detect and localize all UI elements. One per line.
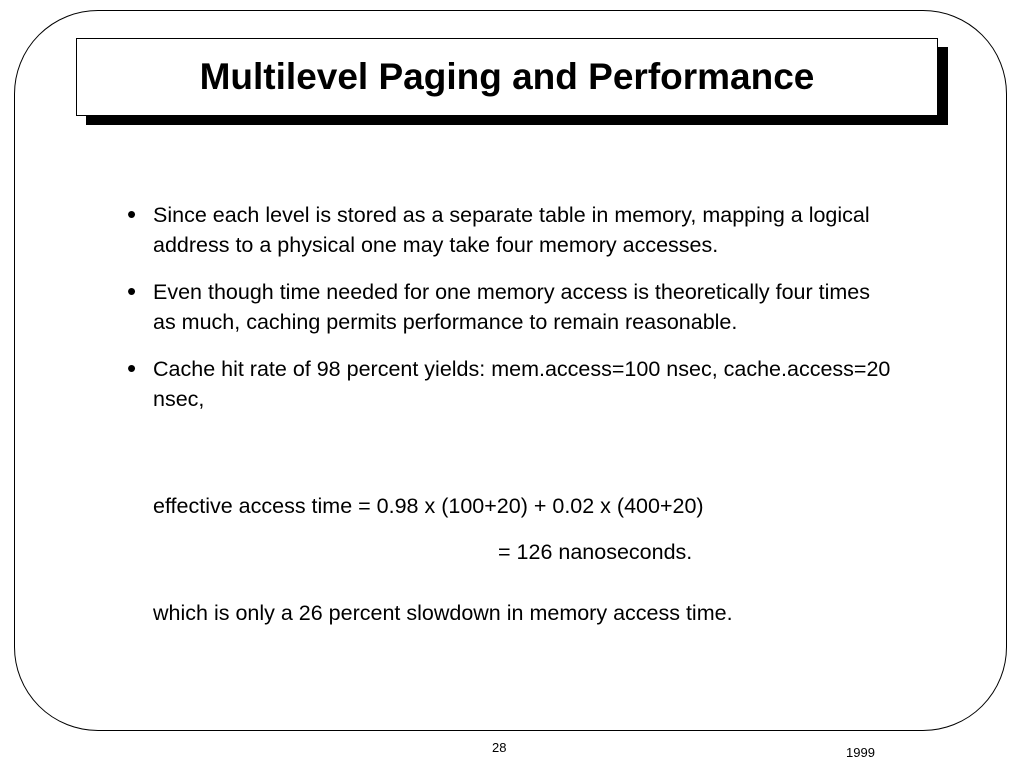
slide-title: Multilevel Paging and Performance [199, 56, 815, 97]
conclusion-line: which is only a 26 percent slowdown in memory access time. [153, 601, 733, 625]
bullet-text: Since each level is stored as a separate table in memory, mapping a logical address to a physical one may take four memory accesses. [153, 203, 870, 257]
result-line: = 126 nanoseconds. [498, 540, 693, 564]
title-box [76, 38, 938, 116]
bullet-text: Even though time needed for one memory access is theoretically four times as much, caching permits performance to remain reasonable. [153, 280, 871, 334]
page-number: 28 [492, 740, 507, 755]
bullet-dot-icon: • [127, 276, 137, 306]
bullet-dot-icon: • [127, 353, 137, 383]
bullet-text: Cache hit rate of 98 percent yields: mem.access=100 nsec, cache.access=20 nsec, [153, 357, 891, 411]
bullet-item [127, 277, 897, 337]
bullet-item [127, 200, 897, 260]
bullet-item [127, 354, 897, 414]
bullet-dot-icon: • [127, 199, 137, 229]
footer-year: 1999 [846, 745, 875, 760]
formula-line: effective access time = 0.98 x (100+20) + 0.02 x (400+20) [153, 494, 704, 518]
bullet-list [127, 200, 897, 431]
